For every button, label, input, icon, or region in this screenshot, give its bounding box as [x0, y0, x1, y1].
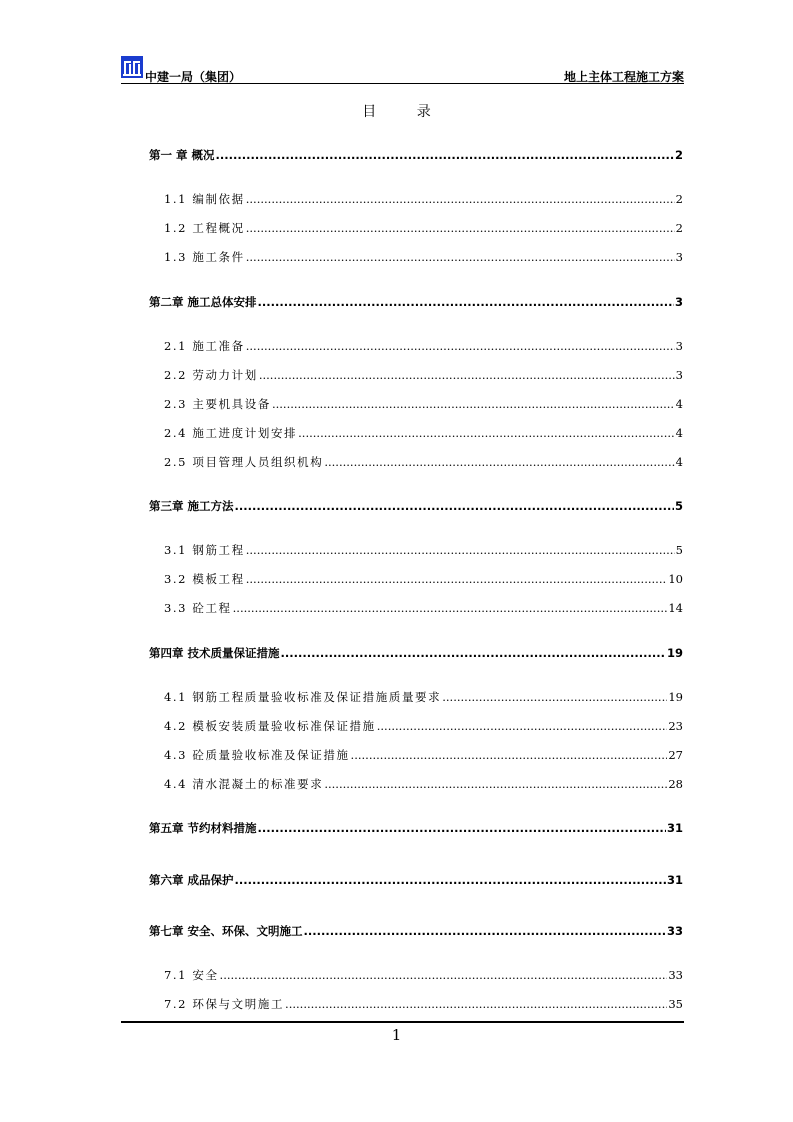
toc-chapter-entry[interactable] — [149, 820, 683, 836]
toc-entry-page: 14 — [668, 601, 683, 615]
toc-section-entry[interactable] — [164, 454, 683, 470]
toc-entry-label: 2.4 施工进度计划安排 — [164, 426, 298, 440]
company-logo-icon — [121, 56, 143, 78]
toc-entry-label: 4.3 砼质量验收标准及保证措施 — [164, 748, 350, 762]
toc-entry-label: 第六章 成品保护 — [149, 873, 234, 887]
toc-entry-label: 2.5 项目管理人员组织机构 — [164, 455, 324, 469]
toc-leader-dots — [442, 690, 667, 704]
toc-chapter-entry[interactable] — [149, 498, 683, 514]
toc-entry-page: 33 — [668, 968, 683, 982]
toc-entry-page: 10 — [668, 572, 683, 586]
toc-title: 目 录 — [362, 104, 449, 120]
toc-entry-page: 3 — [674, 295, 683, 309]
toc-leader-dots — [281, 646, 666, 660]
toc-chapter-entry[interactable] — [149, 645, 683, 661]
toc-entry-label: 第三章 施工方法 — [149, 499, 234, 513]
toc-chapter-entry[interactable] — [149, 294, 683, 310]
toc-section-entry[interactable] — [164, 367, 683, 383]
toc-leader-dots — [220, 968, 668, 982]
toc-entry-label: 4.1 钢筋工程质量验收标准及保证措施质量要求 — [164, 690, 442, 704]
toc-entry-page: 3 — [675, 339, 683, 353]
toc-entry-page: 2 — [674, 148, 683, 162]
toc-entry-label: 2.2 劳动力计划 — [164, 368, 258, 382]
toc-leader-dots — [304, 924, 666, 938]
toc-leader-dots — [351, 748, 668, 762]
page-header — [121, 52, 684, 84]
toc-entry-page: 2 — [675, 221, 683, 235]
toc-leader-dots — [233, 601, 668, 615]
toc-leader-dots — [235, 873, 666, 887]
toc-leader-dots — [298, 426, 675, 440]
toc-section-entry[interactable] — [164, 776, 683, 792]
toc-leader-dots — [324, 777, 667, 791]
toc-section-entry[interactable] — [164, 191, 683, 207]
toc-entry-page: 2 — [675, 192, 683, 206]
toc-section-entry[interactable] — [164, 689, 683, 705]
toc-section-entry[interactable] — [164, 718, 683, 734]
toc-leader-dots — [246, 192, 675, 206]
toc-entry-page: 33 — [666, 924, 683, 938]
header-document-title: 地上主体工程施工方案 — [563, 70, 684, 84]
toc-section-entry[interactable] — [164, 249, 683, 265]
toc-entry-label: 3.3 砼工程 — [164, 601, 232, 615]
toc-entry-label: 第四章 技术质量保证措施 — [149, 646, 280, 660]
toc-entry-page: 31 — [666, 821, 683, 835]
toc-leader-dots — [259, 368, 675, 382]
toc-entry-label: 3.2 模板工程 — [164, 572, 245, 586]
toc-entry-label: 7.2 环保与文明施工 — [164, 997, 285, 1011]
toc-entry-label: 第五章 节约材料措施 — [149, 821, 257, 835]
toc-section-entry[interactable] — [164, 747, 683, 763]
toc-leader-dots — [216, 148, 674, 162]
toc-entry-label: 7.1 安全 — [164, 968, 219, 982]
toc-section-entry[interactable] — [164, 996, 683, 1012]
toc-leader-dots — [377, 719, 668, 733]
toc-entry-page: 5 — [675, 543, 683, 557]
toc-entry-label: 2.1 施工准备 — [164, 339, 245, 353]
header-rule — [121, 83, 684, 84]
toc-entry-label: 2.3 主要机具设备 — [164, 397, 271, 411]
toc-entry-page: 19 — [668, 690, 683, 704]
footer-rule — [121, 1021, 684, 1023]
toc-entry-page: 3 — [675, 250, 683, 264]
toc-leader-dots — [246, 250, 675, 264]
toc-entry-page: 28 — [668, 777, 683, 791]
toc-entry-label: 第二章 施工总体安排 — [149, 295, 257, 309]
toc-section-entry[interactable] — [164, 967, 683, 983]
toc-leader-dots — [258, 295, 674, 309]
toc-entry-label: 4.4 清水混凝土的标准要求 — [164, 777, 324, 791]
toc-entry-page: 23 — [668, 719, 683, 733]
toc-entry-page: 4 — [675, 397, 683, 411]
toc-leader-dots — [246, 543, 675, 557]
toc-entry-page: 3 — [675, 368, 683, 382]
toc-section-entry[interactable] — [164, 600, 683, 616]
toc-entry-label: 1.1 编制依据 — [164, 192, 245, 206]
toc-entry-label: 第七章 安全、环保、文明施工 — [149, 924, 303, 938]
toc-chapter-entry[interactable] — [149, 923, 683, 939]
toc-leader-dots — [246, 339, 675, 353]
toc-entry-label: 1.3 施工条件 — [164, 250, 245, 264]
toc-chapter-entry[interactable] — [149, 872, 683, 888]
toc-leader-dots — [246, 221, 675, 235]
toc-entry-label: 第一 章 概况 — [149, 148, 215, 162]
toc-entry-label: 1.2 工程概况 — [164, 221, 245, 235]
header-company-name: 中建一局（集团） — [145, 70, 242, 84]
toc-entry-label: 3.1 钢筋工程 — [164, 543, 245, 557]
toc-leader-dots — [272, 397, 675, 411]
toc-section-entry[interactable] — [164, 338, 683, 354]
toc-section-entry[interactable] — [164, 571, 683, 587]
toc-entry-page: 5 — [674, 499, 683, 513]
page-number: 1 — [391, 1026, 402, 1044]
toc-section-entry[interactable] — [164, 542, 683, 558]
toc-section-entry[interactable] — [164, 220, 683, 236]
toc-entry-label: 4.2 模板安装质量验收标准保证措施 — [164, 719, 376, 733]
toc-entry-page: 27 — [668, 748, 683, 762]
toc-entry-page: 4 — [675, 426, 683, 440]
toc-leader-dots — [246, 572, 668, 586]
toc-leader-dots — [258, 821, 666, 835]
toc-section-entry[interactable] — [164, 396, 683, 412]
toc-leader-dots — [235, 499, 674, 513]
toc-entry-page: 35 — [668, 997, 683, 1011]
toc-leader-dots — [285, 997, 667, 1011]
toc-chapter-entry[interactable] — [149, 147, 683, 163]
toc-leader-dots — [324, 455, 674, 469]
toc-entry-page: 31 — [666, 873, 683, 887]
toc-section-entry[interactable] — [164, 425, 683, 441]
toc-entry-page: 4 — [675, 455, 683, 469]
toc-entry-page: 19 — [666, 646, 683, 660]
